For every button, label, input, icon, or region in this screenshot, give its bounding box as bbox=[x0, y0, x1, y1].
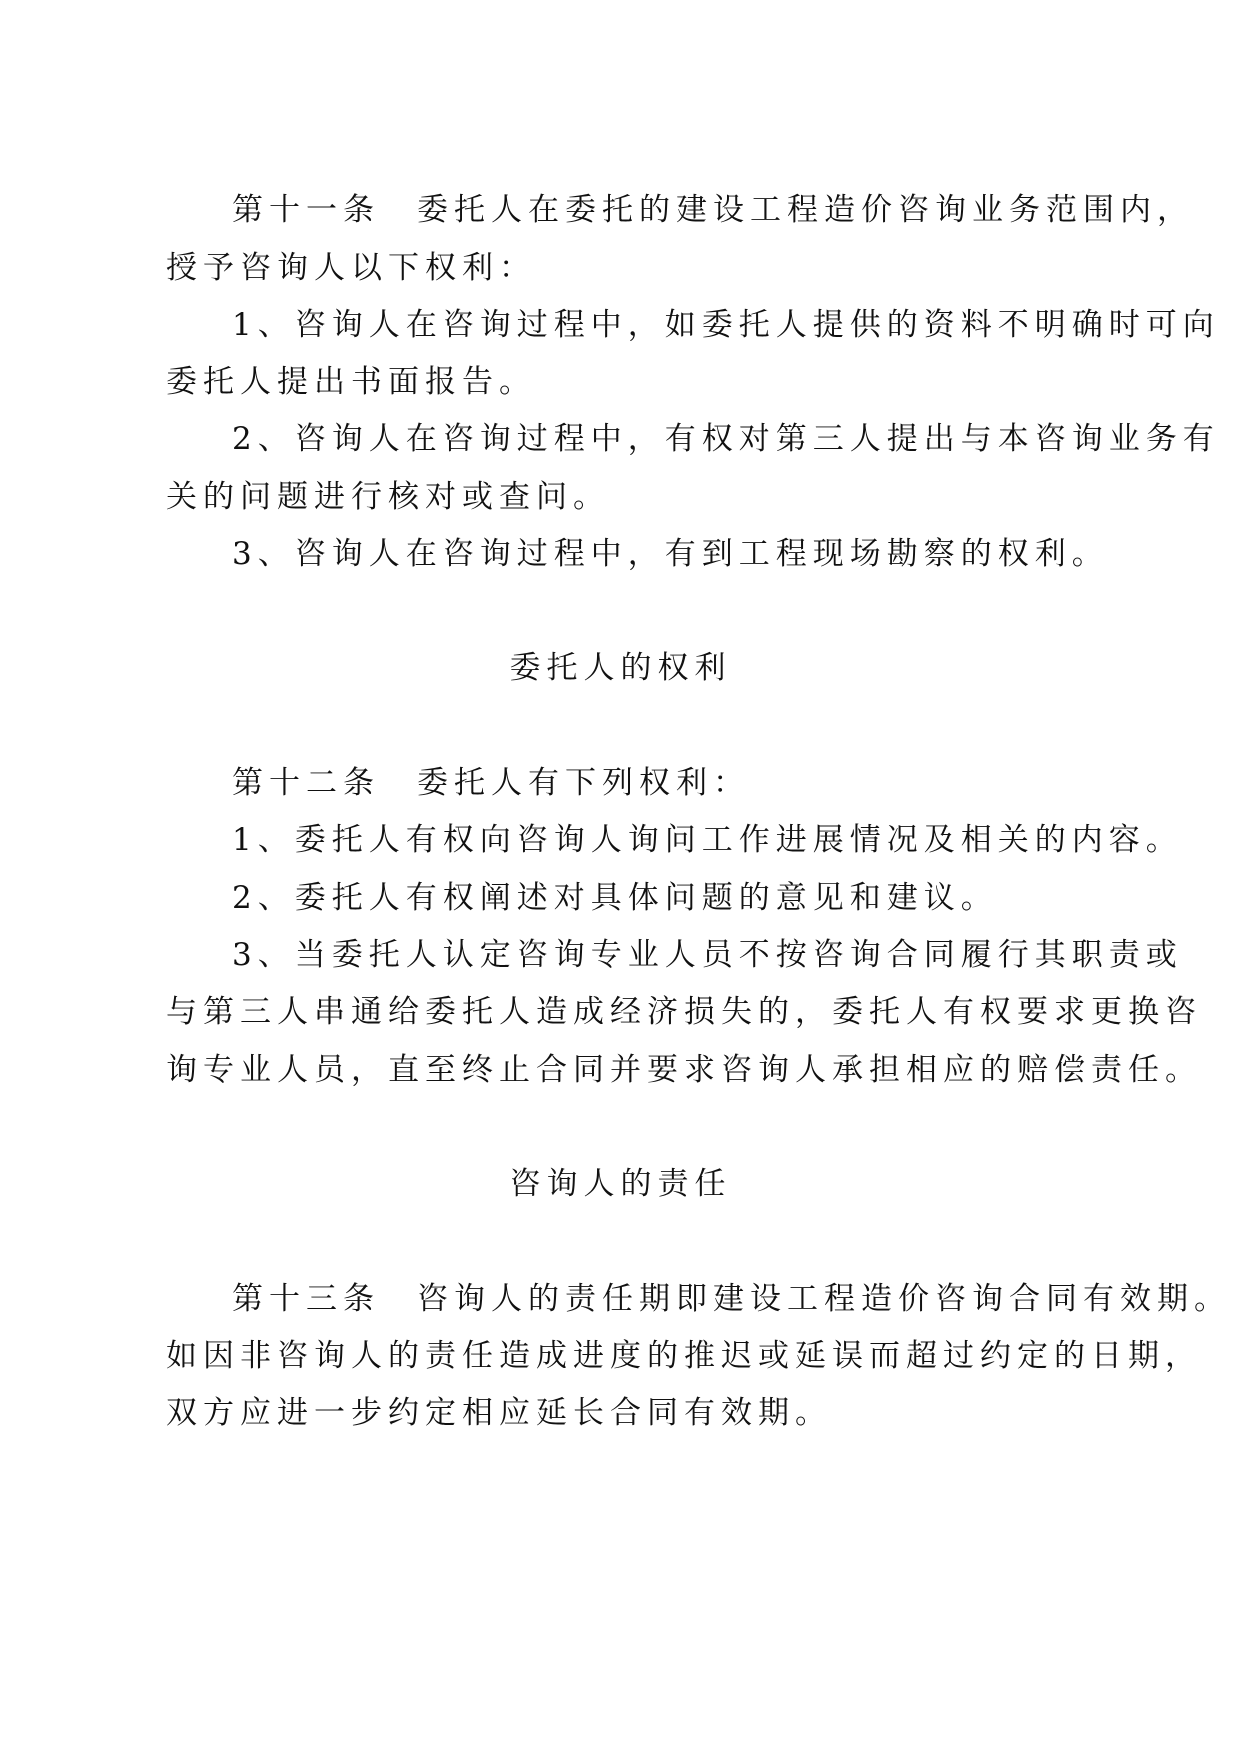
article-13-line-3: 双方应进一步约定相应延长合同有效期。 bbox=[166, 1395, 832, 1431]
article-13-line-1: 第十三条 咨询人的责任期即建设工程造价咨询合同有效期。 bbox=[232, 1281, 1231, 1317]
article-12-item-3-line-3: 询专业人员，直至终止合同并要求咨询人承担相应的赔偿责任。 bbox=[166, 1052, 1202, 1088]
article-12-item-3-line-2: 与第三人串通给委托人造成经济损失的，委托人有权要求更换咨 bbox=[166, 994, 1202, 1030]
heading-client-rights: 委托人的权利 bbox=[509, 650, 732, 686]
article-11-item-2-line-2: 关的问题进行核对或查问。 bbox=[166, 479, 610, 515]
article-13-line-2: 如因非咨询人的责任造成进度的推迟或延误而超过约定的日期， bbox=[166, 1338, 1202, 1374]
heading-consultant-duties: 咨询人的责任 bbox=[509, 1166, 732, 1202]
article-12-item-1: 1、委托人有权向咨询人询问工作进展情况及相关的内容。 bbox=[232, 822, 1183, 858]
article-12-item-2: 2、委托人有权阐述对具体问题的意见和建议。 bbox=[232, 880, 998, 916]
article-11-line-2: 授予咨询人以下权利： bbox=[166, 250, 536, 286]
article-11-item-2-line-1: 2、咨询人在咨询过程中，有权对第三人提出与本咨询业务有 bbox=[232, 421, 1220, 457]
article-12-line-1: 第十二条 委托人有下列权利： bbox=[232, 765, 750, 801]
article-11-item-1-line-2: 委托人提出书面报告。 bbox=[166, 364, 536, 400]
article-12-item-3-line-1: 3、当委托人认定咨询专业人员不按咨询合同履行其职责或 bbox=[232, 937, 1183, 973]
article-11-item-1-line-1: 1、咨询人在咨询过程中，如委托人提供的资料不明确时可向 bbox=[232, 307, 1220, 343]
article-11-line-1: 第十一条 委托人在委托的建设工程造价咨询业务范围内， bbox=[232, 192, 1194, 228]
article-11-item-3: 3、咨询人在咨询过程中，有到工程现场勘察的权利。 bbox=[232, 536, 1109, 572]
